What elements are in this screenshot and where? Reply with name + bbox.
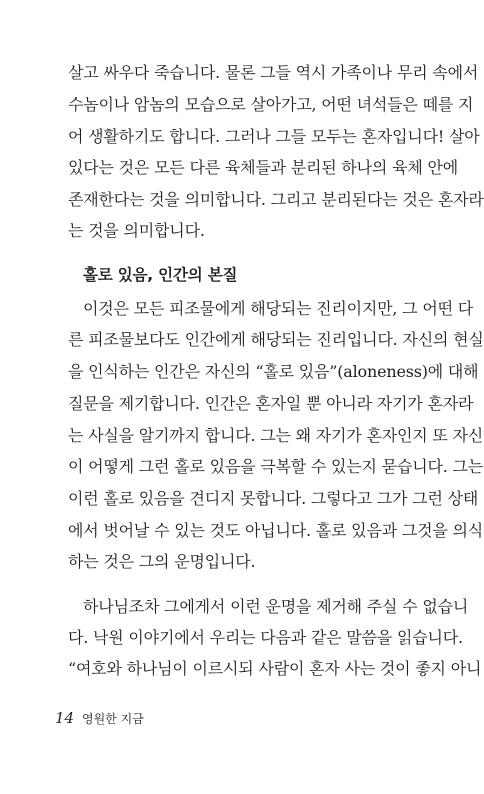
text-line: 수놈이나 암놈의 모습으로 살아가고, 어떤 녀석들은 떼를 지	[68, 95, 474, 114]
section-heading: 홀로 있음, 인간의 본질	[83, 266, 238, 284]
text-line: 하나님조차 그에게서 이런 운명을 제거해 주실 수 없습니	[83, 597, 469, 616]
text-line: 어 생활하기도 합니다. 그러나 그들 모두는 혼자입니다! 살아	[68, 127, 480, 146]
text-line: 다. 낙원 이야기에서 우리는 다음과 같은 말씀을 읽습니다.	[68, 628, 463, 647]
text-line: 이 어떻게 그런 홀로 있음을 극복할 수 있는지 묻습니다. 그는	[68, 457, 484, 476]
page-number: 14	[55, 709, 75, 727]
text-line: 는 사실을 알기까지 합니다. 그는 왜 자기가 혼자인지 또 자신	[68, 426, 484, 445]
text-line: 이것은 모든 피조물에게 해당되는 진리이지만, 그 어떤 다	[83, 299, 473, 318]
text-line: 는 것을 의미합니다.	[68, 221, 205, 240]
running-title: 영원한 지금	[82, 712, 144, 726]
text-line: 있다는 것은 모든 다른 육체들과 분리된 하나의 육체 안에	[68, 158, 458, 177]
text-line: 질문을 제기합니다. 인간은 혼자일 뿐 아니라 자기가 혼자라	[68, 394, 474, 413]
text-line: 하는 것은 그의 운명입니다.	[68, 552, 256, 571]
text-line: 에서 벗어날 수 있는 것도 아닙니다. 홀로 있음과 그것을 의식	[68, 521, 484, 540]
text-line: 살고 싸우다 죽습니다. 물론 그들 역시 가족이나 무리 속에서	[68, 63, 479, 82]
text-line: 른 피조물보다도 인간에게 해당되는 진리입니다. 자신의 현실	[68, 330, 484, 349]
text-line: 존재한다는 것을 의미합니다. 그리고 분리된다는 것은 혼자라	[68, 190, 484, 209]
text-line: “여호와 하나님이 이르시되 사람이 혼자 사는 것이 좋지 아니	[68, 659, 482, 678]
text-line: 이런 홀로 있음을 견디지 못합니다. 그렇다고 그가 그런 상태	[68, 489, 479, 508]
text-line: 을 인식하는 인간은 자신의 “홀로 있음”(aloneness)에 대해	[68, 362, 479, 381]
